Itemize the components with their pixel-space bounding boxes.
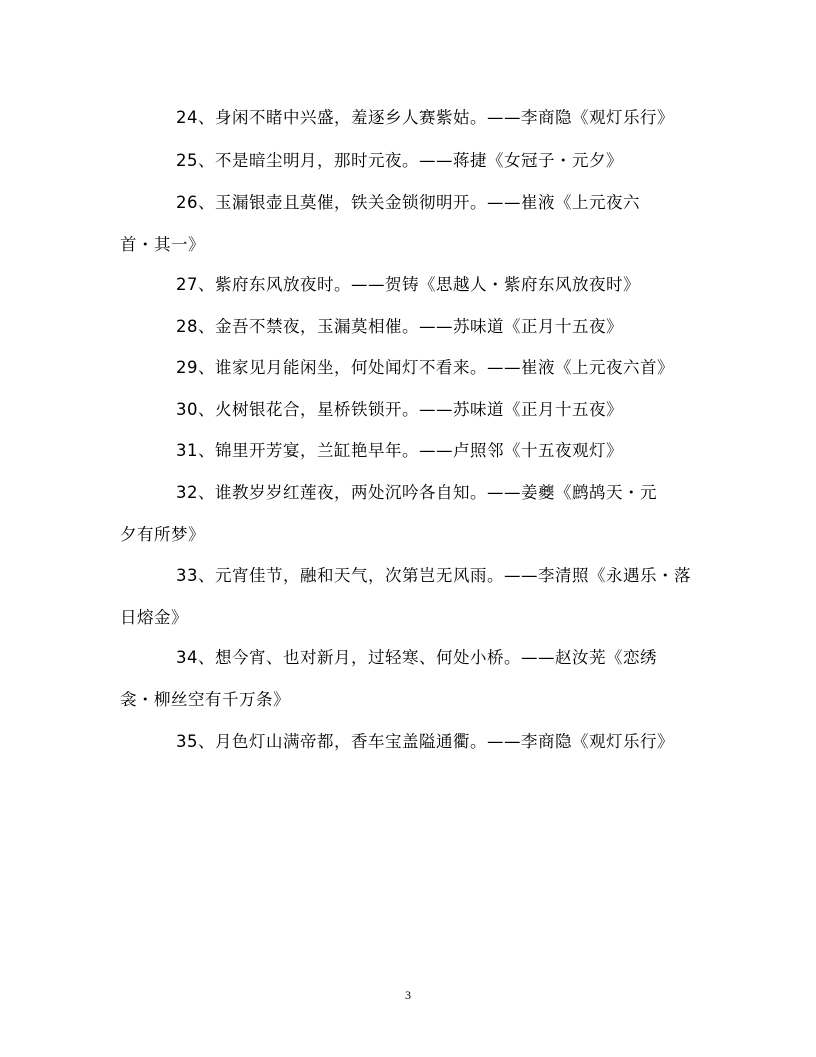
text-line: 33、元宵佳节，融和天气，次第岂无风雨。——李清照《永遇乐・落 [176, 566, 691, 585]
text-line: 31、锦里开芳宴，兰缸艳早年。——卢照邻《十五夜观灯》 [176, 441, 623, 460]
text-line: 34、想今宵、也对新月，过轻寒、何处小桥。——赵汝茪《恋绣 [176, 648, 657, 667]
page-number: 3 [405, 988, 411, 1002]
text-line: 日熔金》 [120, 608, 188, 627]
text-line: 衾・柳丝空有千万条》 [120, 690, 290, 709]
text-line: 25、不是暗尘明月，那时元夜。——蒋捷《女冠子・元夕》 [176, 151, 623, 170]
text-line: 26、玉漏银壶且莫催，铁关金锁彻明开。——崔液《上元夜六 [176, 193, 640, 212]
text-line: 27、紫府东风放夜时。——贺铸《思越人・紫府东风放夜时》 [176, 275, 640, 294]
text-line: 32、谁教岁岁红莲夜，两处沉吟各自知。——姜夔《鹧鸪天・元 [176, 483, 657, 502]
text-line: 28、金吾不禁夜，玉漏莫相催。——苏味道《正月十五夜》 [176, 317, 623, 336]
text-line: 29、谁家见月能闲坐，何处闻灯不看来。——崔液《上元夜六首》 [176, 358, 674, 377]
text-line: 35、月色灯山满帝都，香车宝盖隘通衢。——李商隐《观灯乐行》 [176, 732, 674, 751]
text-line: 24、身闲不睹中兴盛，羞逐乡人赛紫姑。——李商隐《观灯乐行》 [176, 108, 674, 127]
text-line: 30、火树银花合，星桥铁锁开。——苏味道《正月十五夜》 [176, 400, 623, 419]
text-line: 夕有所梦》 [120, 525, 205, 544]
text-line: 首・其一》 [120, 235, 205, 254]
